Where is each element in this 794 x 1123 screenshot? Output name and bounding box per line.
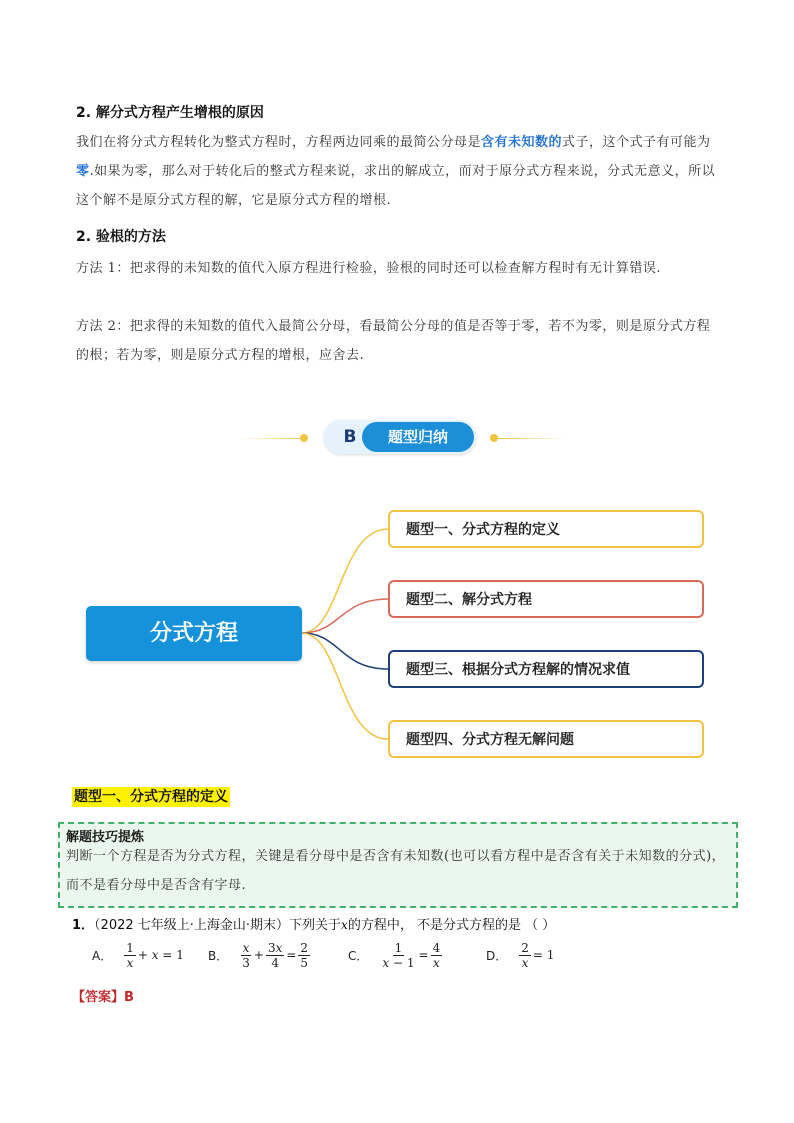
option-a-math: $\frac{1}{x}$ + x = 1: [126, 941, 184, 970]
option-label: C．: [348, 949, 369, 963]
method-1: 方法 1：把求得的未知数的值代入原方程进行检验，验根的同时还可以检查解方程时有无计算错误.: [76, 261, 662, 276]
option-label: B．: [208, 949, 229, 963]
connector-1: [302, 529, 388, 633]
option-c-math: $\frac{1}{x - 1}$ = $\frac{4}{x}$: [382, 941, 441, 970]
mindmap-branch-1: 题型一、分式方程的定义: [388, 510, 704, 548]
question-stem-b: 的方程中， 不是分式方程的是 （ ）: [347, 918, 556, 933]
type1-heading: 题型一、分式方程的定义: [74, 789, 228, 805]
section-title-2: 2. 验根的方法: [76, 229, 166, 245]
answer-label: 【答案】: [72, 990, 125, 1005]
question-stem: [72, 914, 555, 933]
option-a: [92, 941, 184, 970]
question-stem-a: 下列关于: [289, 918, 342, 933]
mindmap-branch-2: 题型二、解分式方程: [388, 580, 704, 618]
option-b: [208, 941, 312, 970]
option-label: D．: [486, 949, 508, 963]
connector-4: [302, 633, 388, 739]
para-text: 我们在将分式方程转化为整式方程时，方程两边同乘的最简公分母是: [76, 135, 482, 150]
question-number: 1．: [72, 918, 95, 933]
method-2: 方法 2：把求得的未知数的值代入最简公分母，看最简公分母的值是否等于零，若不为零，则是原分式方程的根；若为零，则是原分式方程的增根，应舍去.: [76, 319, 711, 363]
option-c: [348, 941, 444, 970]
option-d-math: $\frac{2}{x}$ = 1: [521, 941, 555, 970]
question-source: （2022 七年级上·上海金山·期末）: [94, 918, 290, 933]
mindmap-branch-4: 题型四、分式方程无解问题: [388, 720, 704, 758]
section-title-1: 2. 解分式方程产生增根的原因: [76, 105, 264, 121]
tip-text: 判断一个方程是否为分式方程，关键是看分母中是否含有未知数(也可以看方程中是否含有关于未知数的分式)，而不是看分母中是否含有字母.: [66, 849, 726, 893]
banner-label: 题型归纳: [362, 422, 474, 452]
option-b-math: $\frac{x}{3}$ + $\frac{3x}{4}$ = $\frac{2}{5}$: [242, 941, 309, 970]
mindmap-branch-3: 题型三、根据分式方程解的情况求值: [388, 650, 704, 688]
banner-letter: B: [343, 427, 357, 447]
answer-value: B: [124, 990, 134, 1005]
para-text: 式子，这个式子有可能为: [562, 135, 711, 150]
answer: [72, 986, 134, 1005]
highlight-text: 零: [76, 164, 90, 179]
option-d: [486, 941, 554, 970]
option-label: A．: [92, 949, 113, 963]
question-variable: x: [341, 918, 348, 932]
highlight-text: 含有未知数的: [481, 135, 563, 150]
tip-title: 解题技巧提炼: [66, 830, 145, 845]
para-text: .如果为零，那么对于转化后的整式方程来说，求出的解成立，而对于原分式方程来说，分式无意义，所以这个解不是原分式方程的解，它是原分式方程的增根.: [76, 164, 716, 208]
mindmap-root: 分式方程: [86, 606, 302, 661]
